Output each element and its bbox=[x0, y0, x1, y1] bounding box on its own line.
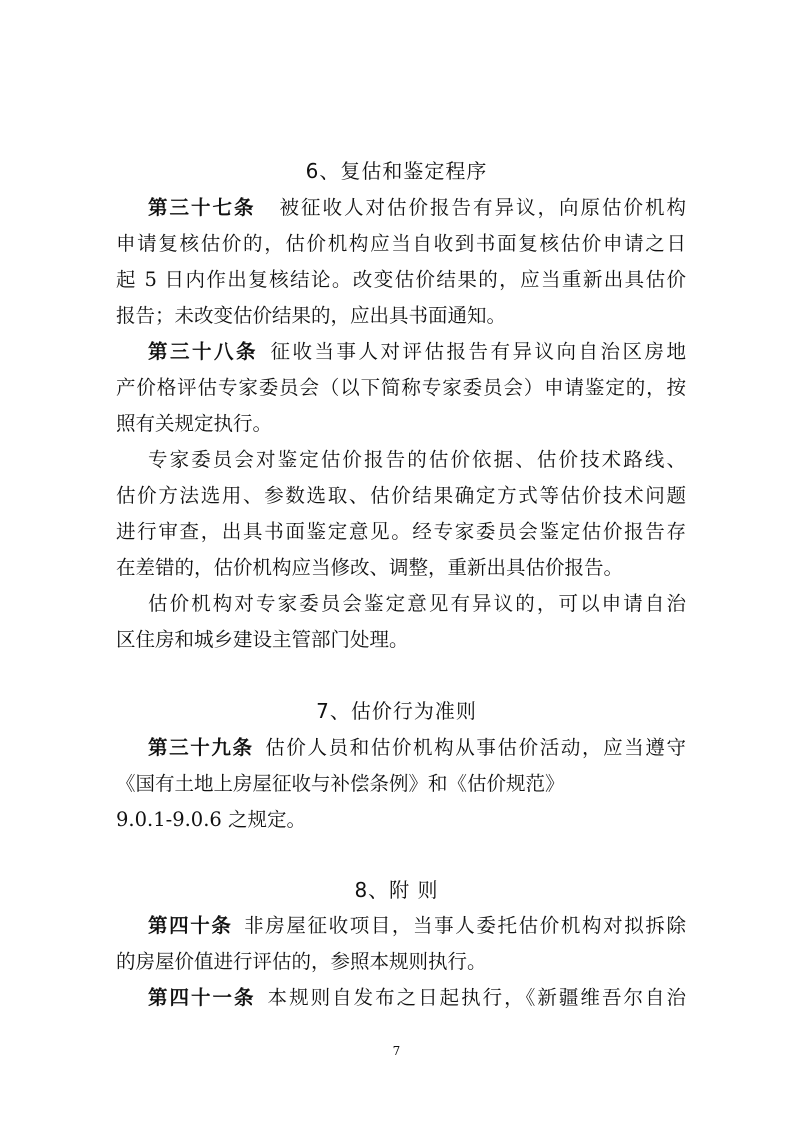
article-38-label: 第三十八条 bbox=[148, 340, 258, 363]
article-38-p2-line-1: 专家委员会对鉴定估价报告的估价依据、估价技术路线、 bbox=[148, 448, 686, 471]
article-40-line-1 bbox=[148, 911, 686, 941]
article-41-label: 第四十一条 bbox=[148, 986, 256, 1009]
article-40-line-2: 的房屋价值进行评估的，参照本规则执行。 bbox=[116, 950, 487, 973]
article-38-line-2: 产价格评估专家委员会（以下简称专家委员会）申请鉴定的，按 bbox=[116, 376, 686, 399]
article-38-line-3: 照有关规定执行。 bbox=[116, 412, 273, 435]
article-38-text-1: 征收当事人对评估报告有异议向自治区房地 bbox=[268, 340, 686, 363]
article-37-line-4: 报告；未改变估价结果的，应出具书面通知。 bbox=[116, 304, 507, 327]
section-heading-6: 6、复估和鉴定程序 bbox=[305, 159, 488, 183]
article-38-p3-line-1: 估价机构对专家委员会鉴定意见有异议的，可以申请自治 bbox=[148, 592, 686, 615]
article-40-text-1: 非房屋征收项目，当事人委托估价机构对拟拆除 bbox=[242, 914, 686, 937]
article-41-text-1: 本规则自发布之日起执行，《新疆维吾尔自治 bbox=[265, 986, 686, 1009]
article-39-line-3: 9.0.1-9.0.6 之规定。 bbox=[116, 808, 307, 831]
article-37-line-2: 申请复核估价的，估价机构应当自收到书面复核估价申请之日 bbox=[116, 232, 686, 255]
section-heading-7: 7、估价行为准则 bbox=[316, 699, 477, 723]
article-39-line-1 bbox=[148, 733, 686, 763]
article-39-text-1: 估价人员和估价机构从事估价活动，应当遵守 bbox=[263, 736, 686, 759]
article-39-label: 第三十九条 bbox=[148, 736, 254, 759]
article-37-line-1 bbox=[148, 193, 686, 223]
article-38-p2-line-2: 估价方法选用、参数选取、估价结果确定方式等估价技术问题 bbox=[116, 484, 686, 507]
article-38-p3-line-2: 区住房和城乡建设主管部门处理。 bbox=[116, 628, 409, 651]
article-38-p2-line-3: 进行审查，出具书面鉴定意见。经专家委员会鉴定估价报告存 bbox=[116, 520, 686, 543]
article-39-line-2: 《国有土地上房屋征收与补偿条例》和《估价规范》 bbox=[116, 772, 565, 795]
section-heading-8: 8、附 则 bbox=[354, 878, 439, 902]
article-38-p2-line-4: 在差错的，估价机构应当修改、调整，重新出具估价报告。 bbox=[116, 556, 624, 579]
page-number: 7 bbox=[392, 1044, 401, 1058]
article-38-line-1 bbox=[148, 337, 686, 367]
article-37-label: 第三十七条 bbox=[148, 196, 256, 219]
article-41-line-1 bbox=[148, 983, 686, 1013]
article-37-text-1: 被征收人对估价报告有异议，向原估价机构 bbox=[277, 196, 686, 219]
article-40-label: 第四十条 bbox=[148, 914, 233, 937]
article-37-line-3: 起 5 日内作出复核结论。改变估价结果的，应当重新出具估价 bbox=[116, 268, 686, 291]
